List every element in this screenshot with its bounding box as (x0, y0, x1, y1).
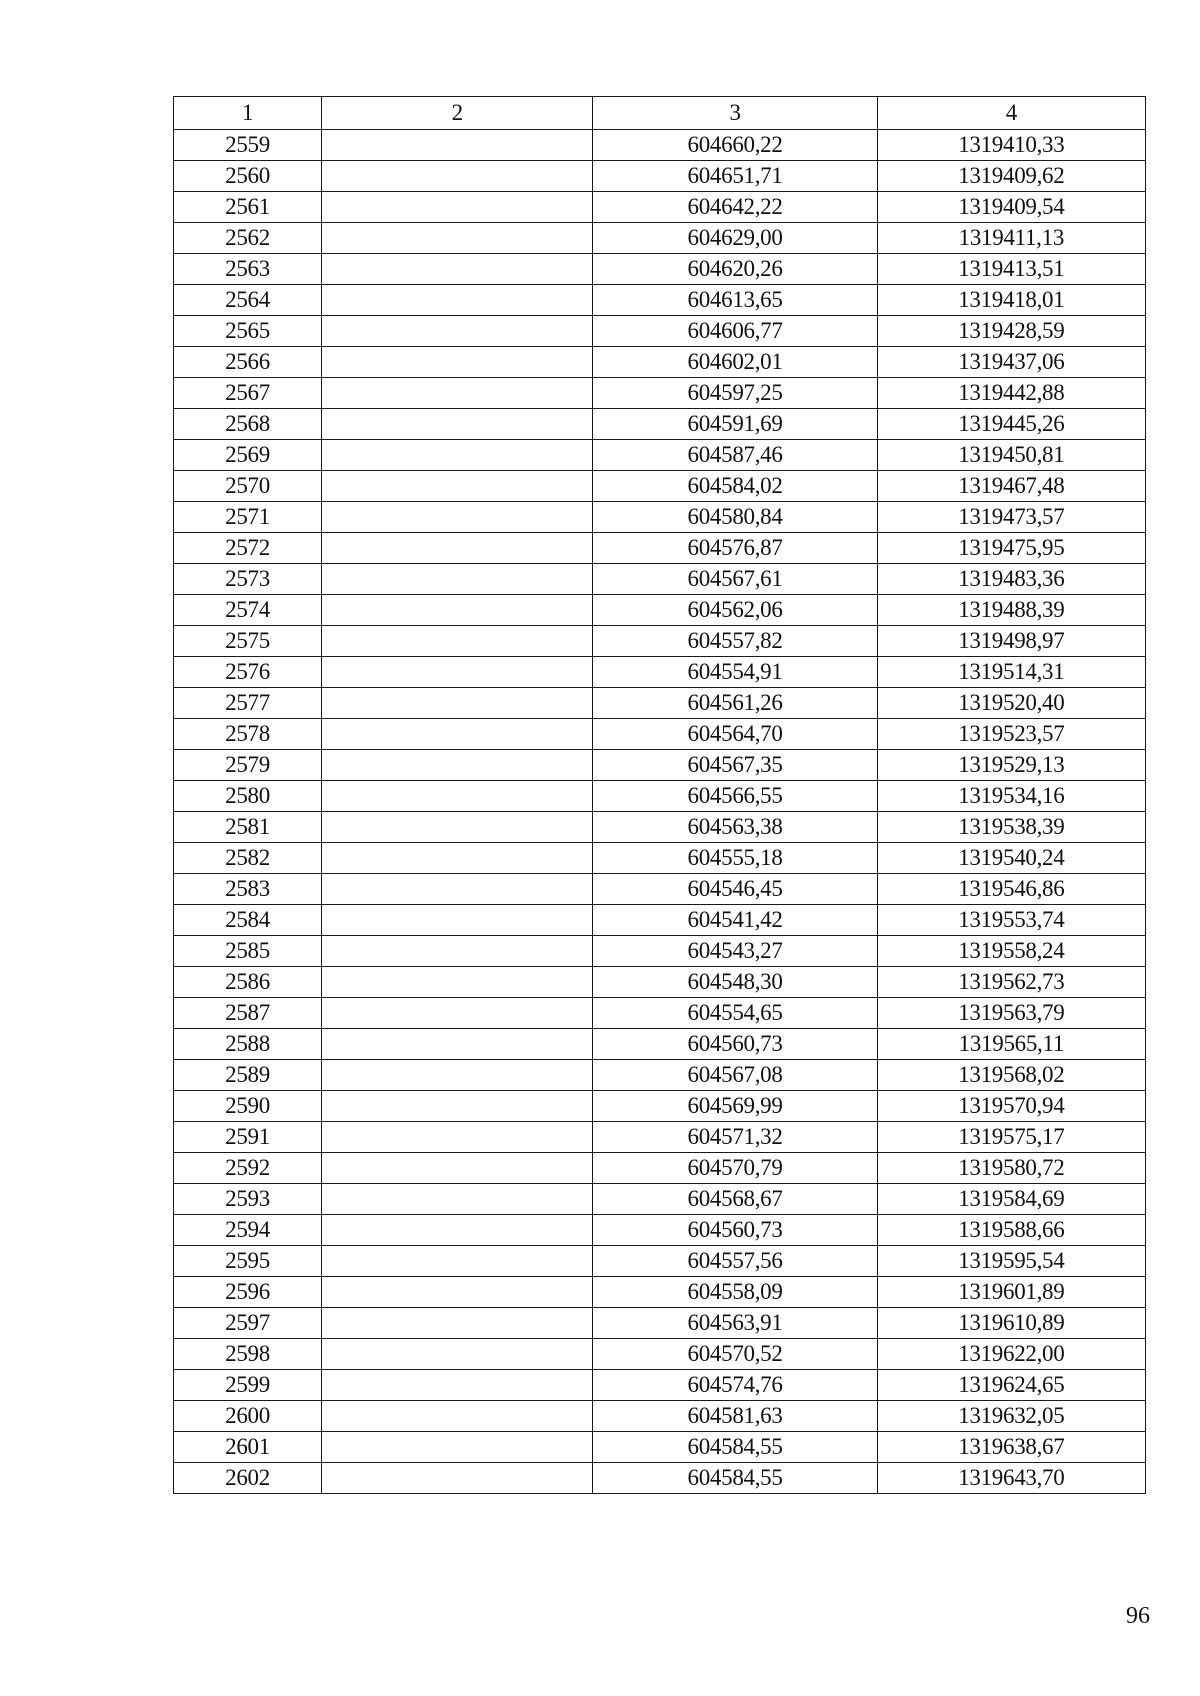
y-coordinate-cell: 1319632,05 (877, 1401, 1145, 1432)
x-coordinate-cell: 604576,87 (593, 533, 877, 564)
description-cell (322, 1215, 593, 1246)
column-header-2: 2 (322, 97, 593, 130)
point-number-cell: 2582 (174, 843, 322, 874)
table-row (174, 688, 1146, 719)
description-cell (322, 626, 593, 657)
point-number-cell: 2583 (174, 874, 322, 905)
x-coordinate-cell: 604563,91 (593, 1308, 877, 1339)
table-row (174, 719, 1146, 750)
x-coordinate-cell: 604566,55 (593, 781, 877, 812)
description-cell (322, 1122, 593, 1153)
point-number-cell: 2594 (174, 1215, 322, 1246)
description-cell (322, 409, 593, 440)
table-row (174, 967, 1146, 998)
description-cell (322, 1463, 593, 1494)
point-number-cell: 2571 (174, 502, 322, 533)
y-coordinate-cell: 1319595,54 (877, 1246, 1145, 1277)
point-number-cell: 2586 (174, 967, 322, 998)
y-coordinate-cell: 1319450,81 (877, 440, 1145, 471)
point-number-cell: 2602 (174, 1463, 322, 1494)
y-coordinate-cell: 1319411,13 (877, 223, 1145, 254)
x-coordinate-cell: 604569,99 (593, 1091, 877, 1122)
x-coordinate-cell: 604620,26 (593, 254, 877, 285)
description-cell (322, 440, 593, 471)
point-number-cell: 2561 (174, 192, 322, 223)
y-coordinate-cell: 1319467,48 (877, 471, 1145, 502)
y-coordinate-cell: 1319483,36 (877, 564, 1145, 595)
y-coordinate-cell: 1319523,57 (877, 719, 1145, 750)
description-cell (322, 1277, 593, 1308)
description-cell (322, 378, 593, 409)
x-coordinate-cell: 604561,26 (593, 688, 877, 719)
y-coordinate-cell: 1319584,69 (877, 1184, 1145, 1215)
point-number-cell: 2581 (174, 812, 322, 843)
description-cell (322, 688, 593, 719)
x-coordinate-cell: 604606,77 (593, 316, 877, 347)
table-row (174, 1091, 1146, 1122)
description-cell (322, 1308, 593, 1339)
table-row (174, 1401, 1146, 1432)
y-coordinate-cell: 1319437,06 (877, 347, 1145, 378)
table-row (174, 161, 1146, 192)
description-cell (322, 161, 593, 192)
y-coordinate-cell: 1319529,13 (877, 750, 1145, 781)
description-cell (322, 874, 593, 905)
description-cell (322, 1401, 593, 1432)
table-row (174, 626, 1146, 657)
y-coordinate-cell: 1319562,73 (877, 967, 1145, 998)
point-number-cell: 2585 (174, 936, 322, 967)
x-coordinate-cell: 604580,84 (593, 502, 877, 533)
x-coordinate-cell: 604555,18 (593, 843, 877, 874)
x-coordinate-cell: 604591,69 (593, 409, 877, 440)
point-number-cell: 2564 (174, 285, 322, 316)
table-row (174, 1122, 1146, 1153)
y-coordinate-cell: 1319553,74 (877, 905, 1145, 936)
table-row (174, 130, 1146, 161)
description-cell (322, 223, 593, 254)
point-number-cell: 2577 (174, 688, 322, 719)
x-coordinate-cell: 604642,22 (593, 192, 877, 223)
x-coordinate-cell: 604602,01 (593, 347, 877, 378)
y-coordinate-cell: 1319624,65 (877, 1370, 1145, 1401)
table-row (174, 192, 1146, 223)
point-number-cell: 2578 (174, 719, 322, 750)
description-cell (322, 967, 593, 998)
y-coordinate-cell: 1319570,94 (877, 1091, 1145, 1122)
y-coordinate-cell: 1319643,70 (877, 1463, 1145, 1494)
description-cell (322, 843, 593, 874)
table-row (174, 533, 1146, 564)
description-cell (322, 998, 593, 1029)
point-number-cell: 2597 (174, 1308, 322, 1339)
x-coordinate-cell: 604629,00 (593, 223, 877, 254)
table-row (174, 1184, 1146, 1215)
table-row (174, 657, 1146, 688)
y-coordinate-cell: 1319488,39 (877, 595, 1145, 626)
table-row (174, 905, 1146, 936)
y-coordinate-cell: 1319410,33 (877, 130, 1145, 161)
x-coordinate-cell: 604554,91 (593, 657, 877, 688)
table-row (174, 564, 1146, 595)
description-cell (322, 1432, 593, 1463)
x-coordinate-cell: 604581,63 (593, 1401, 877, 1432)
x-coordinate-cell: 604570,79 (593, 1153, 877, 1184)
x-coordinate-cell: 604560,73 (593, 1215, 877, 1246)
y-coordinate-cell: 1319520,40 (877, 688, 1145, 719)
point-number-cell: 2562 (174, 223, 322, 254)
x-coordinate-cell: 604554,65 (593, 998, 877, 1029)
table-row (174, 223, 1146, 254)
point-number-cell: 2580 (174, 781, 322, 812)
y-coordinate-cell: 1319428,59 (877, 316, 1145, 347)
description-cell (322, 1339, 593, 1370)
table-row (174, 1432, 1146, 1463)
y-coordinate-cell: 1319558,24 (877, 936, 1145, 967)
x-coordinate-cell: 604546,45 (593, 874, 877, 905)
description-cell (322, 1184, 593, 1215)
x-coordinate-cell: 604558,09 (593, 1277, 877, 1308)
x-coordinate-cell: 604567,08 (593, 1060, 877, 1091)
description-cell (322, 719, 593, 750)
y-coordinate-cell: 1319540,24 (877, 843, 1145, 874)
table-row (174, 1029, 1146, 1060)
table-row (174, 409, 1146, 440)
point-number-cell: 2572 (174, 533, 322, 564)
x-coordinate-cell: 604567,35 (593, 750, 877, 781)
description-cell (322, 285, 593, 316)
y-coordinate-cell: 1319514,31 (877, 657, 1145, 688)
y-coordinate-cell: 1319575,17 (877, 1122, 1145, 1153)
point-number-cell: 2567 (174, 378, 322, 409)
y-coordinate-cell: 1319638,67 (877, 1432, 1145, 1463)
y-coordinate-cell: 1319565,11 (877, 1029, 1145, 1060)
x-coordinate-cell: 604584,55 (593, 1432, 877, 1463)
x-coordinate-cell: 604557,82 (593, 626, 877, 657)
description-cell (322, 905, 593, 936)
point-number-cell: 2600 (174, 1401, 322, 1432)
x-coordinate-cell: 604562,06 (593, 595, 877, 626)
description-cell (322, 192, 593, 223)
y-coordinate-cell: 1319498,97 (877, 626, 1145, 657)
table-row (174, 812, 1146, 843)
x-coordinate-cell: 604584,02 (593, 471, 877, 502)
table-header-row (174, 97, 1146, 130)
table-row (174, 1308, 1146, 1339)
table-row (174, 316, 1146, 347)
description-cell (322, 502, 593, 533)
description-cell (322, 316, 593, 347)
table-row (174, 750, 1146, 781)
coordinates-table (173, 96, 1146, 1494)
table-row (174, 502, 1146, 533)
point-number-cell: 2588 (174, 1029, 322, 1060)
point-number-cell: 2596 (174, 1277, 322, 1308)
y-coordinate-cell: 1319442,88 (877, 378, 1145, 409)
point-number-cell: 2566 (174, 347, 322, 378)
table-row (174, 998, 1146, 1029)
table-row (174, 936, 1146, 967)
x-coordinate-cell: 604557,56 (593, 1246, 877, 1277)
y-coordinate-cell: 1319475,95 (877, 533, 1145, 564)
x-coordinate-cell: 604568,67 (593, 1184, 877, 1215)
table-body (174, 130, 1146, 1494)
point-number-cell: 2573 (174, 564, 322, 595)
table-row (174, 595, 1146, 626)
table-row (174, 781, 1146, 812)
x-coordinate-cell: 604660,22 (593, 130, 877, 161)
table-row (174, 378, 1146, 409)
point-number-cell: 2570 (174, 471, 322, 502)
x-coordinate-cell: 604584,55 (593, 1463, 877, 1494)
description-cell (322, 936, 593, 967)
table-row (174, 285, 1146, 316)
table-row (174, 347, 1146, 378)
point-number-cell: 2584 (174, 905, 322, 936)
description-cell (322, 1153, 593, 1184)
description-cell (322, 812, 593, 843)
point-number-cell: 2568 (174, 409, 322, 440)
table-row (174, 1246, 1146, 1277)
point-number-cell: 2574 (174, 595, 322, 626)
x-coordinate-cell: 604541,42 (593, 905, 877, 936)
description-cell (322, 1091, 593, 1122)
y-coordinate-cell: 1319588,66 (877, 1215, 1145, 1246)
point-number-cell: 2593 (174, 1184, 322, 1215)
point-number-cell: 2595 (174, 1246, 322, 1277)
table-row (174, 1060, 1146, 1091)
table-row (174, 843, 1146, 874)
y-coordinate-cell: 1319418,01 (877, 285, 1145, 316)
description-cell (322, 130, 593, 161)
y-coordinate-cell: 1319534,16 (877, 781, 1145, 812)
description-cell (322, 254, 593, 285)
y-coordinate-cell: 1319445,26 (877, 409, 1145, 440)
description-cell (322, 657, 593, 688)
page-number: 96 (1126, 1603, 1150, 1629)
y-coordinate-cell: 1319601,89 (877, 1277, 1145, 1308)
x-coordinate-cell: 604567,61 (593, 564, 877, 595)
table-row (174, 1370, 1146, 1401)
y-coordinate-cell: 1319473,57 (877, 502, 1145, 533)
point-number-cell: 2599 (174, 1370, 322, 1401)
point-number-cell: 2592 (174, 1153, 322, 1184)
x-coordinate-cell: 604564,70 (593, 719, 877, 750)
y-coordinate-cell: 1319568,02 (877, 1060, 1145, 1091)
x-coordinate-cell: 604548,30 (593, 967, 877, 998)
point-number-cell: 2589 (174, 1060, 322, 1091)
column-header-3: 3 (593, 97, 877, 130)
y-coordinate-cell: 1319563,79 (877, 998, 1145, 1029)
description-cell (322, 750, 593, 781)
description-cell (322, 1246, 593, 1277)
table-row (174, 1153, 1146, 1184)
description-cell (322, 533, 593, 564)
point-number-cell: 2569 (174, 440, 322, 471)
point-number-cell: 2579 (174, 750, 322, 781)
description-cell (322, 347, 593, 378)
point-number-cell: 2598 (174, 1339, 322, 1370)
point-number-cell: 2591 (174, 1122, 322, 1153)
table-row (174, 874, 1146, 905)
y-coordinate-cell: 1319413,51 (877, 254, 1145, 285)
table-row (174, 471, 1146, 502)
point-number-cell: 2559 (174, 130, 322, 161)
table-row (174, 1463, 1146, 1494)
table-row (174, 440, 1146, 471)
point-number-cell: 2587 (174, 998, 322, 1029)
table-row (174, 254, 1146, 285)
description-cell (322, 1029, 593, 1060)
x-coordinate-cell: 604574,76 (593, 1370, 877, 1401)
x-coordinate-cell: 604651,71 (593, 161, 877, 192)
y-coordinate-cell: 1319538,39 (877, 812, 1145, 843)
point-number-cell: 2601 (174, 1432, 322, 1463)
description-cell (322, 471, 593, 502)
x-coordinate-cell: 604570,52 (593, 1339, 877, 1370)
point-number-cell: 2590 (174, 1091, 322, 1122)
x-coordinate-cell: 604543,27 (593, 936, 877, 967)
x-coordinate-cell: 604587,46 (593, 440, 877, 471)
point-number-cell: 2565 (174, 316, 322, 347)
y-coordinate-cell: 1319610,89 (877, 1308, 1145, 1339)
y-coordinate-cell: 1319409,54 (877, 192, 1145, 223)
y-coordinate-cell: 1319409,62 (877, 161, 1145, 192)
table-row (174, 1339, 1146, 1370)
x-coordinate-cell: 604571,32 (593, 1122, 877, 1153)
description-cell (322, 781, 593, 812)
point-number-cell: 2575 (174, 626, 322, 657)
x-coordinate-cell: 604597,25 (593, 378, 877, 409)
point-number-cell: 2576 (174, 657, 322, 688)
description-cell (322, 564, 593, 595)
x-coordinate-cell: 604563,38 (593, 812, 877, 843)
table-row (174, 1277, 1146, 1308)
y-coordinate-cell: 1319546,86 (877, 874, 1145, 905)
column-header-1: 1 (174, 97, 322, 130)
x-coordinate-cell: 604560,73 (593, 1029, 877, 1060)
y-coordinate-cell: 1319622,00 (877, 1339, 1145, 1370)
point-number-cell: 2563 (174, 254, 322, 285)
y-coordinate-cell: 1319580,72 (877, 1153, 1145, 1184)
x-coordinate-cell: 604613,65 (593, 285, 877, 316)
description-cell (322, 595, 593, 626)
table-row (174, 1215, 1146, 1246)
point-number-cell: 2560 (174, 161, 322, 192)
description-cell (322, 1060, 593, 1091)
column-header-4: 4 (877, 97, 1145, 130)
description-cell (322, 1370, 593, 1401)
